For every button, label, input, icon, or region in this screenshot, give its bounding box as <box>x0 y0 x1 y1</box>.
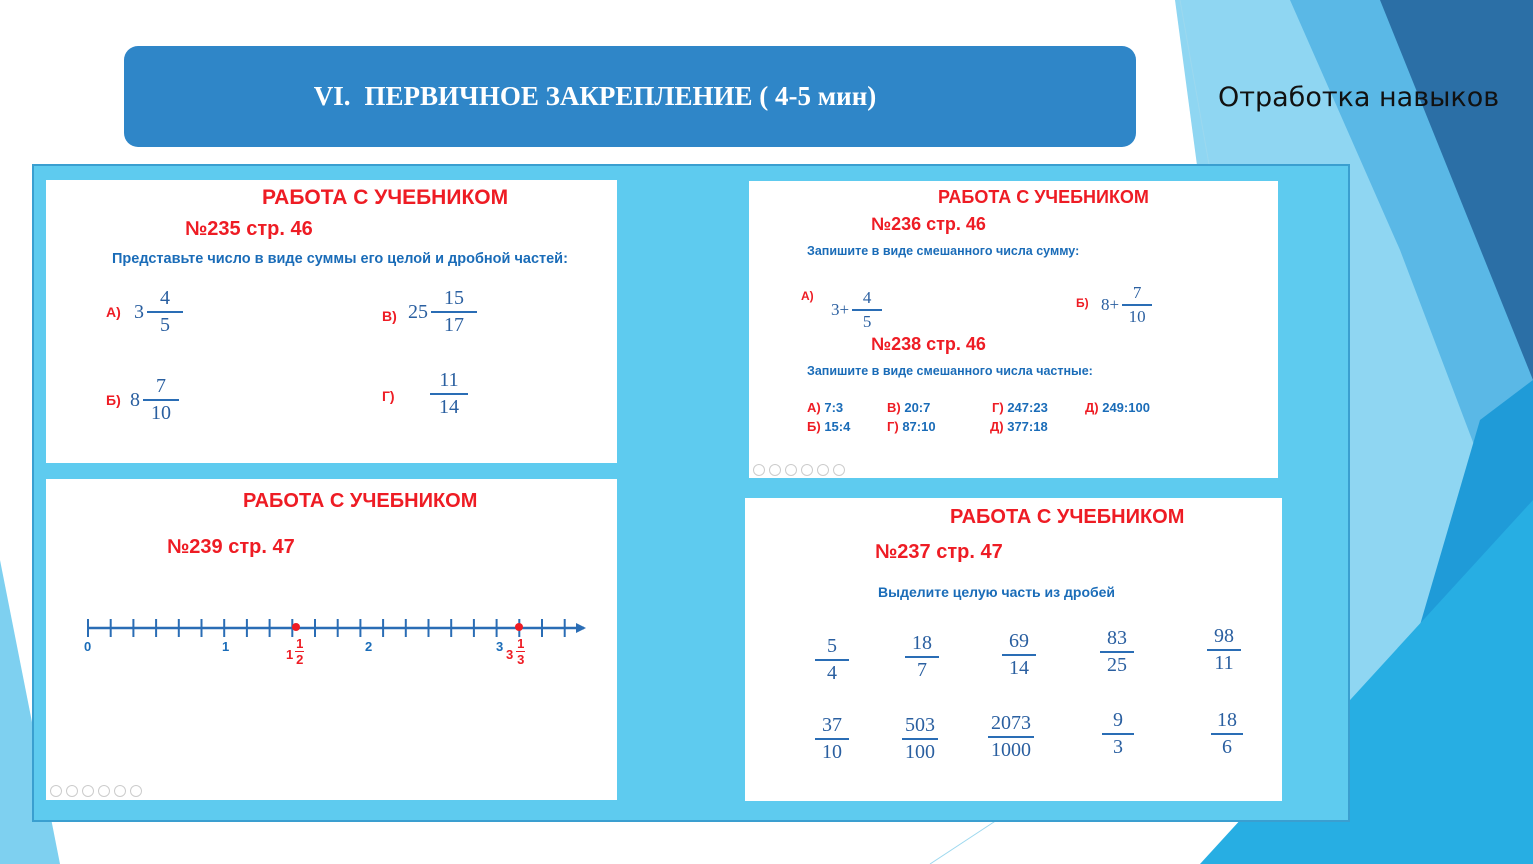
textbook-card-237 <box>745 498 1282 801</box>
mixed-fraction: 8+ 7 10 <box>1101 284 1152 326</box>
fraction: 11 14 <box>430 370 468 418</box>
slide-nav-controls[interactable] <box>50 785 142 797</box>
task-number: №239 стр. 47 <box>167 536 295 558</box>
task-instruction: Представьте число в виде суммы его целой и дробной частей: <box>112 251 568 267</box>
task-number: №235 стр. 46 <box>185 218 313 240</box>
mixed-fraction: 3 4 5 <box>134 288 183 336</box>
fraction: 503 100 <box>902 715 938 763</box>
task-number: №237 стр. 47 <box>875 541 1003 563</box>
slide-nav-controls[interactable] <box>753 464 845 476</box>
fraction: 5 4 <box>815 636 849 684</box>
textbook-card-239 <box>46 479 617 800</box>
fraction: 83 25 <box>1100 628 1134 676</box>
textbook-card-236-238 <box>749 181 1278 478</box>
item-label: А) <box>106 304 121 320</box>
fraction: 2073 1000 <box>988 713 1034 761</box>
mixed-fraction: 25 15 17 <box>408 288 477 336</box>
marker-label: 3 1 3 <box>506 636 525 667</box>
fraction: 18 6 <box>1211 710 1243 758</box>
item-label: Б) <box>106 392 121 408</box>
fraction: 37 10 <box>815 715 849 763</box>
task-number: №236 стр. 46 <box>871 214 986 234</box>
section-number: VI. <box>313 81 351 111</box>
fraction: 69 14 <box>1002 631 1036 679</box>
card-heading: РАБОТА С УЧЕБНИКОМ <box>243 490 478 512</box>
exercise-item: Б) 15:4 <box>807 419 851 434</box>
header-title <box>314 81 877 112</box>
item-label: А) <box>801 289 814 303</box>
header-bar <box>124 46 1136 147</box>
item-label: В) <box>382 308 397 324</box>
mixed-fraction: 8 7 10 <box>130 376 179 424</box>
task-number: №238 стр. 46 <box>871 334 986 354</box>
exercise-item: Г) 87:10 <box>887 419 936 434</box>
exercise-item: Г) 247:23 <box>992 400 1048 415</box>
exercise-item: В) 20:7 <box>887 400 931 415</box>
marker-label: 1 1 2 <box>286 636 304 667</box>
fraction: 9 3 <box>1102 710 1134 758</box>
task-instruction: Запишите в виде смешанного числа сумму: <box>807 244 1080 258</box>
exercise-item: А) 7:3 <box>807 400 844 415</box>
task-instruction: Запишите в виде смешанного числа частные: <box>807 364 1093 378</box>
item-label: Г) <box>382 388 395 404</box>
fraction: 18 7 <box>905 633 939 681</box>
tick-label: 1 <box>222 639 230 654</box>
slide-subtitle: Отработка навыков <box>1218 82 1500 113</box>
number-line <box>46 479 617 800</box>
task-instruction: Выделите целую часть из дробей <box>878 584 1116 600</box>
textbook-card-235 <box>46 180 617 463</box>
tick-label: 0 <box>84 639 92 654</box>
exercise-item: Д) 377:18 <box>990 419 1048 434</box>
fraction: 98 11 <box>1207 626 1241 674</box>
tick-label: 3 <box>496 639 504 654</box>
tick-label: 2 <box>365 639 373 654</box>
card-heading: РАБОТА С УЧЕБНИКОМ <box>938 187 1149 207</box>
item-label: Б) <box>1076 296 1089 310</box>
card-heading: РАБОТА С УЧЕБНИКОМ <box>950 506 1185 528</box>
card-heading: РАБОТА С УЧЕБНИКОМ <box>262 186 509 209</box>
mixed-fraction: 3+ 4 5 <box>831 289 882 331</box>
exercise-item: Д) 249:100 <box>1085 400 1150 415</box>
section-title: ПЕРВИЧНОЕ ЗАКРЕПЛЕНИЕ ( 4-5 мин) <box>364 81 877 111</box>
